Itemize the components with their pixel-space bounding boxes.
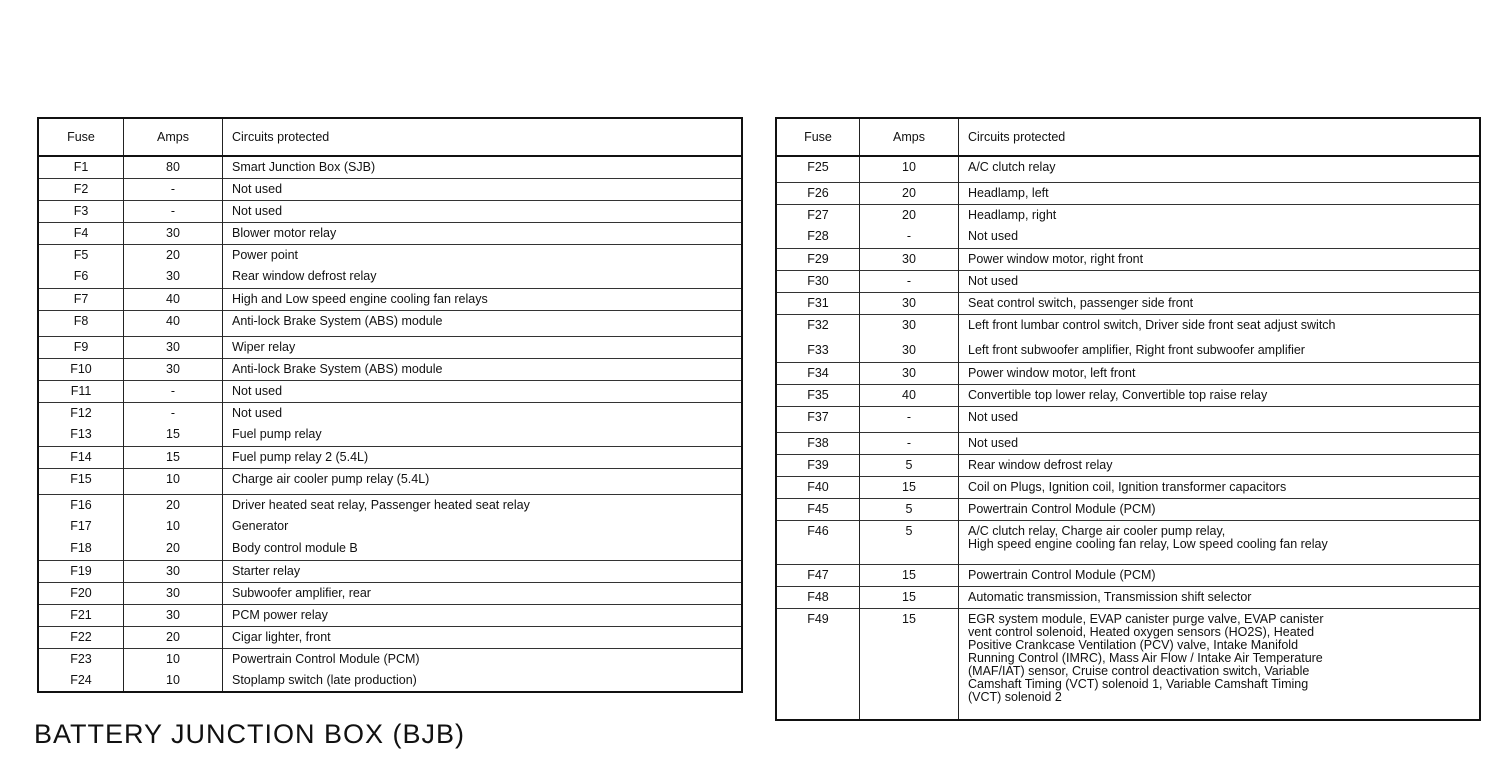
fuse-amps: -: [860, 432, 959, 454]
fuse-amps: 20: [124, 244, 223, 266]
table-row: [38, 648, 742, 670]
fuse-amps: 10: [860, 156, 959, 182]
table-row: [38, 200, 742, 222]
table-row: [776, 156, 1480, 182]
table-row: [38, 670, 742, 692]
fuse-amps: 40: [124, 310, 223, 336]
table-row: [38, 288, 742, 310]
fuse-table-left-body: [38, 156, 742, 692]
circuit-description: Fuel pump relay: [223, 424, 743, 446]
fuse-amps: -: [124, 380, 223, 402]
fuse-amps: 30: [124, 582, 223, 604]
table-row: [776, 476, 1480, 498]
fuse-id: F1: [38, 156, 124, 178]
table-row: [38, 380, 742, 402]
circuit-description: Rear window defrost relay: [223, 266, 743, 288]
fuse-id: F10: [38, 358, 124, 380]
table-row: [38, 626, 742, 648]
fuse-id: F6: [38, 266, 124, 288]
table-row: [38, 516, 742, 538]
circuit-description: Cigar lighter, front: [223, 626, 743, 648]
header-circuits: Circuits protected: [959, 118, 1481, 156]
circuit-description: Convertible top lower relay, Convertible top raise relay: [959, 384, 1481, 406]
header-fuse: Fuse: [38, 118, 124, 156]
circuit-description: Driver heated seat relay, Passenger heated seat relay: [223, 494, 743, 516]
table-row: [776, 608, 1480, 720]
header-circuits: Circuits protected: [223, 118, 743, 156]
fuse-id: F32: [776, 314, 860, 340]
circuit-description: Anti-lock Brake System (ABS) module: [223, 358, 743, 380]
fuse-amps: -: [124, 178, 223, 200]
fuse-id: F26: [776, 182, 860, 204]
fuse-id: F30: [776, 270, 860, 292]
circuit-description: Wiper relay: [223, 336, 743, 358]
fuse-amps: 5: [860, 454, 959, 476]
circuit-description: Not used: [959, 226, 1481, 248]
fuse-amps: 15: [860, 586, 959, 608]
fuse-amps: 30: [860, 314, 959, 340]
circuit-description: Charge air cooler pump relay (5.4L): [223, 468, 743, 494]
fuse-id: F48: [776, 586, 860, 608]
table-header-row: [776, 118, 1480, 156]
fuse-amps: -: [860, 406, 959, 432]
fuse-amps: 30: [860, 248, 959, 270]
fuse-amps: 20: [124, 494, 223, 516]
fuse-id: F45: [776, 498, 860, 520]
circuit-description: Body control module B: [223, 538, 743, 560]
fuse-id: F12: [38, 402, 124, 424]
fuse-id: F34: [776, 362, 860, 384]
fuse-id: F46: [776, 520, 860, 564]
fuse-amps: 20: [860, 182, 959, 204]
fuse-id: F22: [38, 626, 124, 648]
fuse-table-right-body: [776, 156, 1480, 720]
fuse-amps: 40: [124, 288, 223, 310]
table-row: [776, 432, 1480, 454]
table-row: [776, 270, 1480, 292]
table-row: [776, 520, 1480, 564]
table-row: [38, 358, 742, 380]
circuit-description: Seat control switch, passenger side front: [959, 292, 1481, 314]
fuse-id: F15: [38, 468, 124, 494]
circuit-description: Left front subwoofer amplifier, Right front subwoofer amplifier: [959, 340, 1481, 362]
fuse-id: F11: [38, 380, 124, 402]
table-row: [38, 310, 742, 336]
table-row: [38, 222, 742, 244]
circuit-description: A/C clutch relay: [959, 156, 1481, 182]
circuit-description: Left front lumbar control switch, Driver side front seat adjust switch: [959, 314, 1481, 340]
circuit-description: Starter relay: [223, 560, 743, 582]
fuse-amps: 20: [124, 626, 223, 648]
fuse-amps: 30: [860, 362, 959, 384]
fuse-amps: 10: [124, 516, 223, 538]
circuit-description: Not used: [223, 200, 743, 222]
circuit-description: Stoplamp switch (late production): [223, 670, 743, 692]
circuit-description: Not used: [223, 178, 743, 200]
fuse-amps: 10: [124, 648, 223, 670]
fuse-id: F47: [776, 564, 860, 586]
fuse-amps: 30: [860, 292, 959, 314]
table-row: [776, 406, 1480, 432]
fuse-id: F38: [776, 432, 860, 454]
fuse-id: F17: [38, 516, 124, 538]
circuit-description: Not used: [959, 432, 1481, 454]
circuit-description: Fuel pump relay 2 (5.4L): [223, 446, 743, 468]
fuse-id: F33: [776, 340, 860, 362]
table-row: [776, 564, 1480, 586]
fuse-id: F23: [38, 648, 124, 670]
table-row: [38, 446, 742, 468]
table-row: [776, 362, 1480, 384]
table-row: [776, 314, 1480, 340]
fuse-table-right: [775, 117, 1481, 721]
fuse-amps: -: [860, 270, 959, 292]
table-row: [776, 248, 1480, 270]
fuse-id: F49: [776, 608, 860, 720]
caption-cut-off: [34, 719, 466, 754]
fuse-id: F29: [776, 248, 860, 270]
circuit-description: Powertrain Control Module (PCM): [959, 498, 1481, 520]
header-amps: Amps: [860, 118, 959, 156]
circuit-description: A/C clutch relay, Charge air cooler pump relay, High speed engine cooling fan relay, Low speed cooling fan relay: [959, 520, 1481, 564]
circuit-description: Power point: [223, 244, 743, 266]
table-header-row: [38, 118, 742, 156]
table-row: [38, 494, 742, 516]
fuse-id: F24: [38, 670, 124, 692]
fuse-id: F5: [38, 244, 124, 266]
fuse-amps: 10: [124, 468, 223, 494]
circuit-description: Powertrain Control Module (PCM): [959, 564, 1481, 586]
circuit-description: Subwoofer amplifier, rear: [223, 582, 743, 604]
fuse-amps: 20: [124, 538, 223, 560]
circuit-description: Anti-lock Brake System (ABS) module: [223, 310, 743, 336]
header-fuse: Fuse: [776, 118, 860, 156]
fuse-id: F9: [38, 336, 124, 358]
header-amps: Amps: [124, 118, 223, 156]
table-row: [38, 560, 742, 582]
table-row: [38, 604, 742, 626]
fuse-id: F14: [38, 446, 124, 468]
table-row: [776, 204, 1480, 226]
circuit-description: Power window motor, right front: [959, 248, 1481, 270]
fuse-amps: 30: [860, 340, 959, 362]
fuse-id: F27: [776, 204, 860, 226]
fuse-amps: 10: [124, 670, 223, 692]
table-row: [38, 336, 742, 358]
fuse-amps: 80: [124, 156, 223, 178]
table-row: [38, 402, 742, 424]
table-row: [38, 582, 742, 604]
fuse-id: F16: [38, 494, 124, 516]
table-row: [776, 340, 1480, 362]
fuse-id: F28: [776, 226, 860, 248]
circuit-description: Not used: [959, 406, 1481, 432]
circuit-description: High and Low speed engine cooling fan relays: [223, 288, 743, 310]
fuse-id: F39: [776, 454, 860, 476]
fuse-amps: 30: [124, 560, 223, 582]
circuit-description: Not used: [223, 380, 743, 402]
fuse-amps: 5: [860, 498, 959, 520]
table-row: [38, 538, 742, 560]
fuse-id: F2: [38, 178, 124, 200]
fuse-amps: 30: [124, 604, 223, 626]
circuit-description: EGR system module, EVAP canister purge valve, EVAP canister vent control solenoid, Heated oxygen sensors (HO2S), Heated Positive Crankcase Ventilation (PCV) valve, Intake Manifold Running Control (IMRC), Mass Air Flow / Intake Air Temperature (MAF/IAT) sensor, Cruise control deactivation switch, Variable Camshaft Timing (VCT) solenoid 1, Variable Camshaft Timing (VCT) solenoid 2: [959, 608, 1481, 720]
table-row: [776, 498, 1480, 520]
table-row: [776, 586, 1480, 608]
circuit-description: Powertrain Control Module (PCM): [223, 648, 743, 670]
circuit-description: Not used: [959, 270, 1481, 292]
fuse-id: F35: [776, 384, 860, 406]
fuse-id: F20: [38, 582, 124, 604]
table-row: [776, 454, 1480, 476]
fuse-id: F37: [776, 406, 860, 432]
table-row: [38, 468, 742, 494]
fuse-amps: 15: [860, 608, 959, 720]
circuit-description: Blower motor relay: [223, 222, 743, 244]
circuit-description: Headlamp, right: [959, 204, 1481, 226]
fuse-amps: -: [124, 200, 223, 222]
circuit-description: Automatic transmission, Transmission shift selector: [959, 586, 1481, 608]
fuse-id: F31: [776, 292, 860, 314]
fuse-id: F18: [38, 538, 124, 560]
caption-text: BATTERY JUNCTION BOX (BJB): [34, 719, 466, 749]
fuse-amps: 15: [860, 476, 959, 498]
circuit-description: Coil on Plugs, Ignition coil, Ignition transformer capacitors: [959, 476, 1481, 498]
fuse-id: F25: [776, 156, 860, 182]
fuse-amps: 30: [124, 266, 223, 288]
fuse-amps: -: [124, 402, 223, 424]
circuit-description: Rear window defrost relay: [959, 454, 1481, 476]
fuse-id: F3: [38, 200, 124, 222]
table-row: [38, 156, 742, 178]
fuse-amps: 40: [860, 384, 959, 406]
fuse-id: F40: [776, 476, 860, 498]
fuse-amps: 5: [860, 520, 959, 564]
table-row: [776, 384, 1480, 406]
fuse-amps: 30: [124, 336, 223, 358]
fuse-id: F13: [38, 424, 124, 446]
fuse-table-left: [37, 117, 743, 693]
fuse-id: F19: [38, 560, 124, 582]
table-row: [776, 182, 1480, 204]
table-row: [38, 244, 742, 266]
fuse-amps: 15: [860, 564, 959, 586]
fuse-amps: -: [860, 226, 959, 248]
fuse-amps: 30: [124, 358, 223, 380]
fuse-amps: 20: [860, 204, 959, 226]
table-row: [38, 266, 742, 288]
circuit-description: PCM power relay: [223, 604, 743, 626]
table-row: [776, 292, 1480, 314]
fuse-id: F7: [38, 288, 124, 310]
table-row: [776, 226, 1480, 248]
circuit-description: Smart Junction Box (SJB): [223, 156, 743, 178]
fuse-amps: 15: [124, 446, 223, 468]
circuit-description: Not used: [223, 402, 743, 424]
fuse-id: F4: [38, 222, 124, 244]
fuse-id: F21: [38, 604, 124, 626]
table-row: [38, 178, 742, 200]
circuit-description: Headlamp, left: [959, 182, 1481, 204]
fuse-amps: 30: [124, 222, 223, 244]
circuit-description: Power window motor, left front: [959, 362, 1481, 384]
circuit-description: Generator: [223, 516, 743, 538]
table-row: [38, 424, 742, 446]
fuse-id: F8: [38, 310, 124, 336]
fuse-amps: 15: [124, 424, 223, 446]
